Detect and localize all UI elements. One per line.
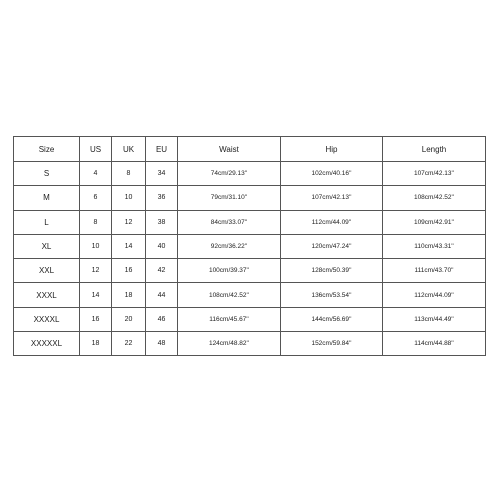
cell-size: XXXXXL — [14, 332, 80, 356]
cell-uk: 8 — [112, 162, 146, 186]
cell-us: 18 — [80, 332, 112, 356]
header-uk: UK — [112, 137, 146, 162]
cell-length: 113cm/44.49'' — [383, 307, 486, 331]
cell-hip: 136cm/53.54'' — [281, 283, 383, 307]
table-row — [14, 259, 486, 283]
cell-uk: 16 — [112, 259, 146, 283]
header-size: Size — [14, 137, 80, 162]
table-row — [14, 332, 486, 356]
cell-uk: 20 — [112, 307, 146, 331]
cell-uk: 10 — [112, 186, 146, 210]
cell-uk: 12 — [112, 210, 146, 234]
cell-uk: 18 — [112, 283, 146, 307]
cell-size: L — [14, 210, 80, 234]
table-row — [14, 186, 486, 210]
cell-hip: 144cm/56.69'' — [281, 307, 383, 331]
cell-us: 6 — [80, 186, 112, 210]
cell-size: XL — [14, 234, 80, 258]
cell-us: 8 — [80, 210, 112, 234]
cell-uk: 22 — [112, 332, 146, 356]
cell-waist: 84cm/33.07'' — [178, 210, 281, 234]
cell-size: XXXXL — [14, 307, 80, 331]
cell-length: 110cm/43.31'' — [383, 234, 486, 258]
cell-size: XXXL — [14, 283, 80, 307]
header-hip: Hip — [281, 137, 383, 162]
cell-waist: 100cm/39.37'' — [178, 259, 281, 283]
header-us: US — [80, 137, 112, 162]
size-chart-table — [13, 136, 486, 356]
header-eu: EU — [146, 137, 178, 162]
cell-length: 114cm/44.88'' — [383, 332, 486, 356]
cell-size: S — [14, 162, 80, 186]
table-row — [14, 210, 486, 234]
cell-us: 10 — [80, 234, 112, 258]
cell-uk: 14 — [112, 234, 146, 258]
table-row — [14, 307, 486, 331]
cell-eu: 48 — [146, 332, 178, 356]
cell-length: 109cm/42.91'' — [383, 210, 486, 234]
header-row — [14, 137, 486, 162]
cell-us: 4 — [80, 162, 112, 186]
table-row — [14, 162, 486, 186]
cell-length: 107cm/42.13'' — [383, 162, 486, 186]
cell-eu: 36 — [146, 186, 178, 210]
cell-eu: 44 — [146, 283, 178, 307]
header-waist: Waist — [178, 137, 281, 162]
cell-waist: 79cm/31.10'' — [178, 186, 281, 210]
cell-waist: 74cm/29.13'' — [178, 162, 281, 186]
header-length: Length — [383, 137, 486, 162]
cell-size: XXL — [14, 259, 80, 283]
cell-eu: 34 — [146, 162, 178, 186]
cell-hip: 152cm/59.84'' — [281, 332, 383, 356]
cell-eu: 38 — [146, 210, 178, 234]
cell-length: 112cm/44.09'' — [383, 283, 486, 307]
cell-length: 111cm/43.70'' — [383, 259, 486, 283]
cell-eu: 42 — [146, 259, 178, 283]
cell-hip: 112cm/44.09'' — [281, 210, 383, 234]
cell-us: 12 — [80, 259, 112, 283]
table-row — [14, 283, 486, 307]
cell-waist: 124cm/48.82'' — [178, 332, 281, 356]
table-row — [14, 234, 486, 258]
cell-waist: 116cm/45.67'' — [178, 307, 281, 331]
cell-hip: 102cm/40.16'' — [281, 162, 383, 186]
cell-eu: 46 — [146, 307, 178, 331]
cell-length: 108cm/42.52'' — [383, 186, 486, 210]
cell-size: M — [14, 186, 80, 210]
cell-waist: 92cm/36.22'' — [178, 234, 281, 258]
cell-waist: 108cm/42.52'' — [178, 283, 281, 307]
cell-us: 14 — [80, 283, 112, 307]
cell-hip: 128cm/50.39'' — [281, 259, 383, 283]
cell-hip: 107cm/42.13'' — [281, 186, 383, 210]
cell-eu: 40 — [146, 234, 178, 258]
cell-us: 16 — [80, 307, 112, 331]
cell-hip: 120cm/47.24'' — [281, 234, 383, 258]
